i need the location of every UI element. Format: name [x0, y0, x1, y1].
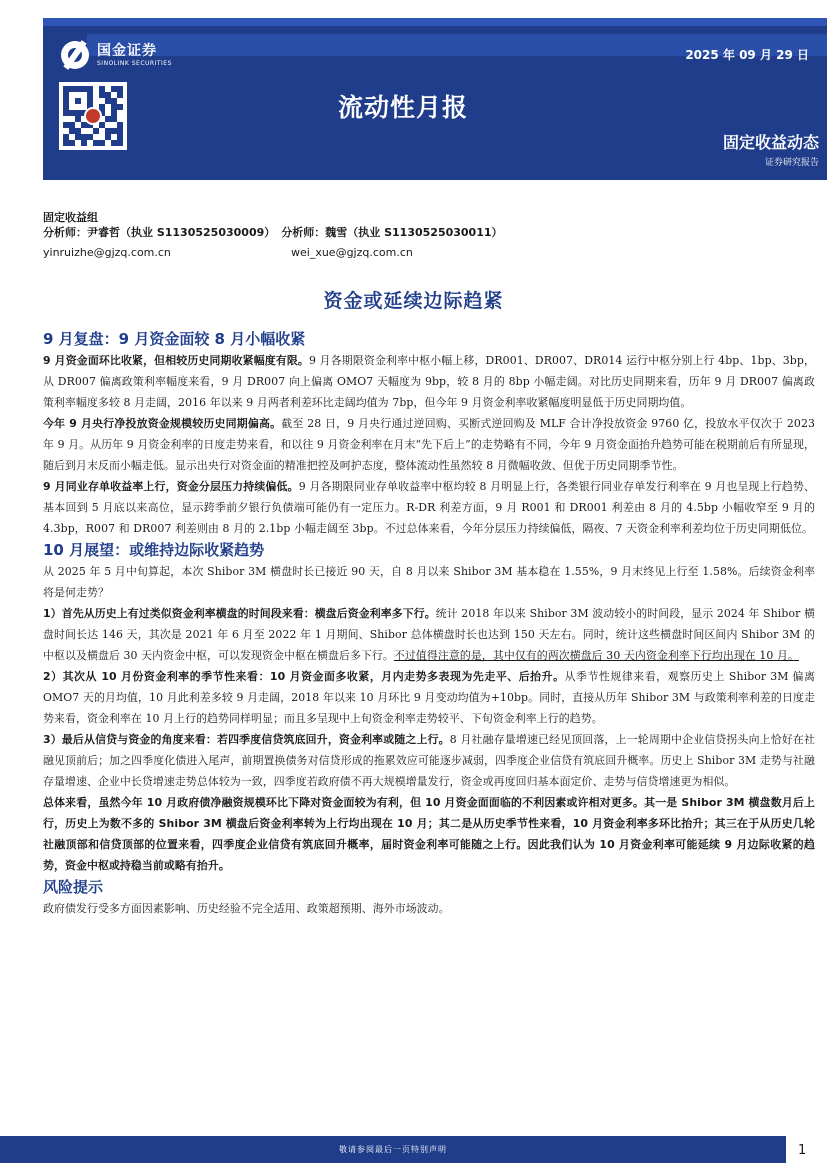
report-banner [43, 18, 827, 180]
report-body [43, 328, 815, 919]
banner-top-strip [43, 18, 827, 26]
analyst-1-email[interactable]: yinruizhe@gjzq.com.cn [43, 246, 171, 259]
company-logo [61, 38, 172, 72]
paragraph [43, 413, 815, 476]
paragraph-text: 统计 2018 年以来 Shibor 3M 波动较小的时间段，显示 2024 年 Shibor 横盘时间长达 146 天，其次是 2021 年 6 月至 2022 年 1 月期间、Shibor 总体横盘时长也达到 150 天左右。同时，统计这些横盘时间区间内 Shibor 3M 的中枢以及横盘后 30 天内资金中枢，可以发现资金中枢在横盘后多下行。 [43, 607, 815, 662]
section-heading-review: 9 月复盘：9 月资金面较 8 月小幅收紧 [43, 330, 306, 348]
paragraph [43, 729, 815, 792]
qr-code-icon [59, 82, 127, 150]
paragraph-text: 9 月各期限同业存单收益率中枢均较 8 月明显上行，各类银行同业存单发行利率在 9 月也呈现上行趋势、基本回到 5 月底以来高位，显示跨季前夕银行负债端可能仍有一定压力。R-DR 利差方面，9 月 R001 和 DR001 利差由 8 月的 4.5bp 小幅收窄至 9 月的 4.3bp，R007 和 DR007 利差则由 8 月的 2.1bp 小幅走阔至 3bp。不过总体来看，今年分层压力持续偏低，隔夜、7 天资金利率利差均位于历史同期低位。 [43, 480, 815, 535]
report-type: 固定收益动态 [722, 133, 819, 152]
paragraph-conclusion [43, 792, 815, 876]
paragraph-lead: 1）首先从历史上有过类似资金利率横盘的时间段来看：横盘后资金利率多下行。 [43, 607, 436, 620]
report-subtype: 证券研究报告 [764, 158, 819, 168]
paragraph [43, 666, 815, 729]
qr-center-logo-icon [84, 107, 102, 125]
paragraph-text: 从 2025 年 5 月中旬算起，本次 Shibor 3M 横盘时长已接近 90 天，自 8 月以来 Shibor 3M 基本稳在 1.55%，9 月末终见上行至 1.58%。后续资金利率将是何走势？ [43, 565, 815, 599]
analyst-2: 分析师：魏雪（执业 S1130525030011） [281, 226, 503, 239]
report-date: 2025 年 09 月 29 日 [685, 48, 809, 62]
paragraph [43, 898, 815, 919]
footer-disclaimer: 敬请参阅最后一页特别声明 [339, 1145, 447, 1154]
paragraph-text: 从季节性规律来看，观察历史上 Shibor 3M 偏离 OMO7 天的月均值，10 月此利差多较 9 月走阔，2018 年以来 10 月环比 9 月变动均值为+10bp。同时，直接从历年 Shibor 3M 与政策利率利差的日度走势来看，资金利率在 10 月上行的趋势同样明显；而且多呈现中上旬资金利率走势较平、下旬资金利率上行的趋势。 [43, 670, 816, 725]
paragraph-text: 政府债发行受多方面因素影响、历史经验不完全适用、政策超预期、海外市场波动。 [43, 902, 450, 915]
logo-emblem-icon [61, 41, 89, 69]
paragraph [43, 476, 815, 539]
paragraph [43, 561, 815, 603]
report-title: 流动性月报 [338, 93, 469, 122]
analyst-2-email[interactable]: wei_xue@gjzq.com.cn [291, 246, 413, 259]
paragraph-lead: 2）其次从 10 月份资金利率的季节性来看：10 月资金面多收紧，月内走势多表现为先走平、后抬升。 [43, 670, 565, 683]
paragraph-lead: 9 月同业存单收益率上行，资金分层压力持续偏低。 [43, 480, 299, 493]
author-block [43, 210, 503, 240]
research-group: 固定收益组 [43, 211, 98, 224]
paragraph-lead: 3）最后从信贷与资金的角度来看：若四季度信贷筑底回升，资金利率或随之上行。 [43, 733, 450, 746]
section-heading-risk: 风险提示 [43, 878, 104, 896]
paragraph-lead: 9 月资金面环比收紧，但相较历史同期收紧幅度有限。 [43, 354, 309, 367]
paragraph-text: 8 月社融存量增速已经见顶回落，上一轮周期中企业信贷拐头向上恰好在社融见顶前后；加之四季度化债进入尾声，前期置换债务对信贷形成的拖累效应可能逐步减弱，四季度企业信贷有筑底回升概率。历史上 Shibor 3M 走势与社融存量增速、企业中长贷增速走势总体较为一致，四季度若政府债不再大规模增量发行，资金或再度回归基本面定价、走势与信贷增速更为相似。 [43, 733, 816, 788]
logo-name-cn: 国金证券 [97, 42, 157, 59]
article-title: 资金或延续边际趋紧 [323, 290, 504, 312]
paragraph-lead: 今年 9 月央行净投放资金规模较历史同期偏高。 [43, 417, 282, 430]
paragraph [43, 603, 815, 666]
section-heading-outlook: 10 月展望：或维持边际收紧趋势 [43, 541, 265, 559]
paragraph-text: 9 月各期限资金利率中枢小幅上移，DR001、DR007、DR014 运行中枢分别上行 4bp、1bp、3bp，从 DR007 偏离政策利率幅度来看，9 月 DR007 向上偏离 OMO7 天幅度为 9bp，较 8 月的 8bp 小幅走阔。对比历史同期来看，历年 9 月 DR007 偏离政策利率幅度多较 8 月走阔，2016 年以来 9 月两者利差环比走阔均值为 7bp，但今年 9 月资金利率收紧幅度明显低于历史同期均值。 [43, 354, 816, 409]
logo-name-en: SINOLINK SECURITIES [97, 59, 172, 67]
paragraph-underlined-note: 不过值得注意的是，其中仅有的两次横盘后 30 天内资金利率下行均出现在 10 月。 [393, 649, 799, 662]
page-number: 1 [798, 1143, 807, 1158]
analyst-1: 分析师：尹睿哲（执业 S1130525030009） [43, 226, 276, 239]
paragraph-text: 截至 28 日，9 月央行通过逆回购、买断式逆回购及 MLF 合计净投放资金 9760 亿，投放水平仅次于 2023 年 9 月。从历年 9 月资金利率的日度走势来看，和以往 9 月资金利率在月末“先下后上”的走势略有不同，今年 9 月资金面抬升趋势可能在税期前后有所显现，随后到月末反而小幅走低。显示出央行对资金面的精准把控及呵护态度，整体流动性虽然较 8 月微幅收敛、但优于历史同期季节性。 [43, 417, 815, 472]
conclusion-text: 总体来看，虽然今年 10 月政府债净融资规模环比下降对资金面较为有利，但 10 月资金面面临的不利因素或许相对更多。其一是 Shibor 3M 横盘数月后上行，历史上为数不多的 Shibor 3M 横盘后资金利率转为上行均出现在 10 月；其二是从历史季节性来看，10 月资金利率多环比抬升；其三在于从历史几轮社融顶部和信贷顶部的位置来看，四季度企业信贷有筑底回升概率，届时资金利率可能随之上行。因此我们认为 10 月资金利率可能延续 9 月边际收紧的趋势，资金中枢或持稳当前或略有抬升。 [43, 796, 815, 872]
footer-bar [0, 1136, 786, 1163]
paragraph [43, 350, 815, 413]
